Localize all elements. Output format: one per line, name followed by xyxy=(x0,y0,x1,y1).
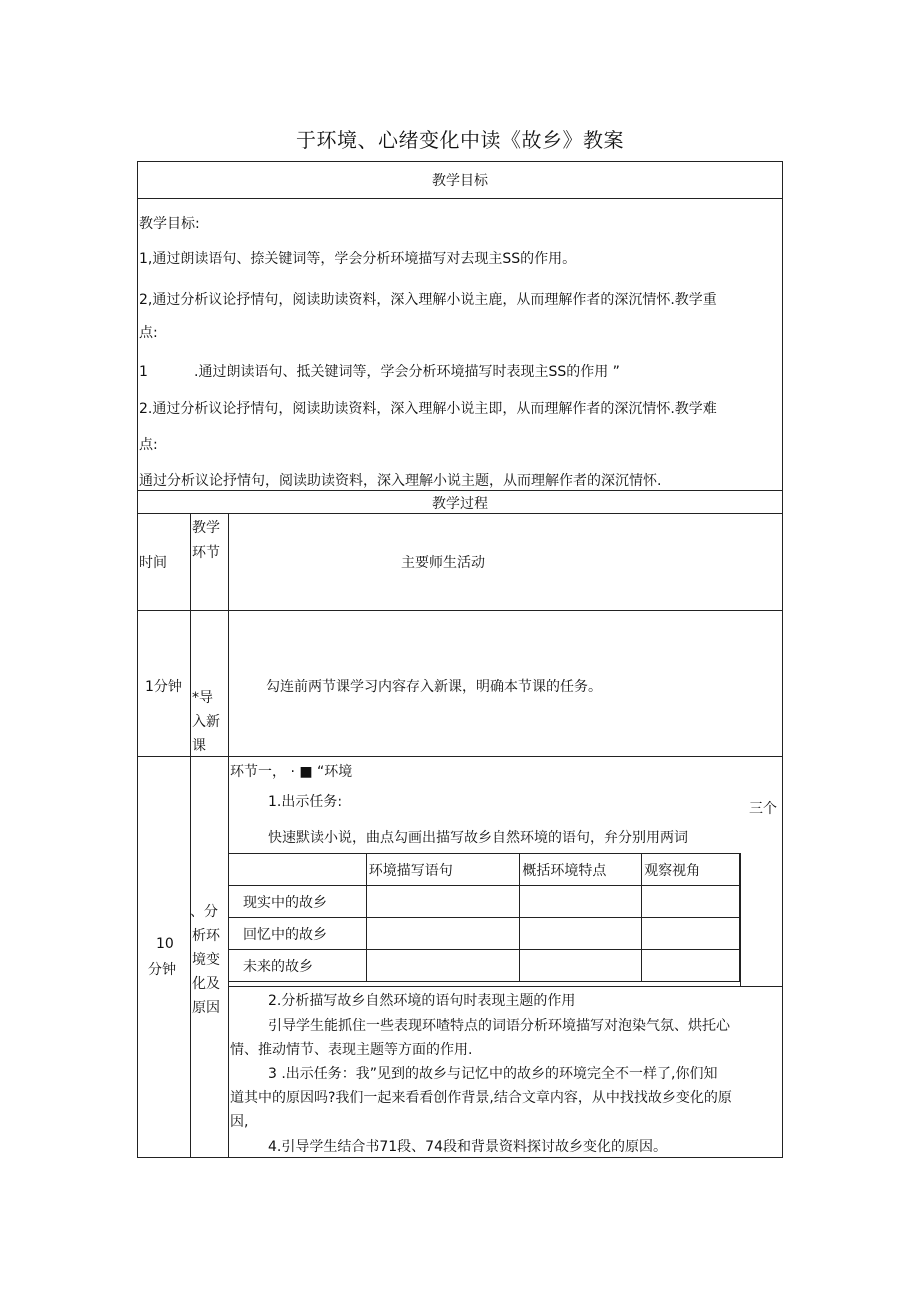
row2-stage: 析环 xyxy=(192,928,220,944)
col-header-activity: 主要师生活动 xyxy=(401,555,485,571)
table-cell[interactable] xyxy=(520,918,642,950)
goals-line: .通过朗读语句、抵关键词等，学会分析环境描写时表现主SS的作用 ” xyxy=(194,364,620,380)
task-2-description: 引导学生能抓住一些表现环喳特点的词语分析环境描写对泡染气氛、烘托心 xyxy=(268,1018,730,1034)
table-row-label: 未来的故乡 xyxy=(229,950,367,982)
col-header-stage: 环节 xyxy=(192,545,220,561)
table-row xyxy=(229,886,740,918)
document-title: 于环境、心绪变化中读《故乡》教案 xyxy=(296,128,624,152)
task-1-label: 1.出示任务: xyxy=(268,794,343,810)
row1-time: 1分钟 xyxy=(145,679,182,695)
goals-line: 2.通过分析议论抒情句，阅读助读资料，深入理解小说主即，从而理解作者的深沉情怀.教学难 xyxy=(139,401,717,417)
table-row xyxy=(229,918,740,950)
environment-table xyxy=(228,853,740,982)
row2-stage: 、分 xyxy=(190,904,218,920)
goals-line: 点: xyxy=(139,437,158,453)
table-header-cell: 环境描写语句 xyxy=(366,854,520,886)
col-header-stage: 教学 xyxy=(192,520,220,536)
section-heading: 环节一， · ■ “环境 xyxy=(230,764,353,780)
table-cell[interactable] xyxy=(642,950,740,982)
table-cell[interactable] xyxy=(520,950,642,982)
table-cell[interactable] xyxy=(642,886,740,918)
row2-time: 分钟 xyxy=(148,962,176,978)
row2-stage: 化及 xyxy=(192,976,220,992)
table-cell[interactable] xyxy=(642,918,740,950)
task-4-text: 4.引导学生结合书71段、74段和背景资料探讨故乡变化的原因。 xyxy=(268,1139,667,1155)
table-cell[interactable] xyxy=(366,886,520,918)
table-cell[interactable] xyxy=(366,918,520,950)
goals-line: 教学目标: xyxy=(139,216,200,232)
goals-line: 通过分析议论抒情句，阅读助读资料，深入理解小说主题，从而理解作者的深沉情怀. xyxy=(139,473,662,489)
table-header-cell: 概括环境特点 xyxy=(520,854,642,886)
goals-line: 2,通过分析议论抒情句，阅读助读资料，深入理解小说主鹿，从而理解作者的深沉情怀.教学重 xyxy=(139,292,717,308)
row1-stage: *导 xyxy=(192,690,213,706)
task-3-text: 道其中的原因吗?我们一起来看看创作背景,结合文章内容，从中找找故乡变化的原 xyxy=(230,1090,732,1106)
row2-stage: 境变 xyxy=(192,952,220,968)
task-3-text: 因, xyxy=(230,1114,249,1130)
task-2-label: 2.分析描写故乡自然环境的语句时表现主题的作用 xyxy=(268,993,576,1009)
side-note: 三个 xyxy=(749,801,777,817)
row1-activity: 勾连前两节课学习内容存入新课，明确本节课的任务。 xyxy=(266,679,602,695)
goals-line: 点: xyxy=(139,325,158,341)
process-header: 教学过程 xyxy=(432,496,488,512)
goals-line: 1,通过朗读语句、捺关键词等，学会分析环境描写对去现主SS的作用。 xyxy=(139,251,577,267)
task-2-description: 情、推动情节、表现主题等方面的作用. xyxy=(230,1042,473,1058)
table-header-cell: 观察视角 xyxy=(642,854,740,886)
table-row-label: 现实中的故乡 xyxy=(229,886,367,918)
table-row xyxy=(229,950,740,982)
table-row-label: 回忆中的故乡 xyxy=(229,918,367,950)
goals-box xyxy=(137,161,783,491)
row2-stage: 原因 xyxy=(192,1000,220,1016)
goals-line: 1 xyxy=(139,364,148,380)
task-3-text: 3 .出示任务：我”见到的故乡与记忆中的故乡的环境完全不一样了,你们知 xyxy=(268,1066,718,1082)
goals-header: 教学目标 xyxy=(432,173,488,189)
table-cell[interactable] xyxy=(366,950,520,982)
row2-time: 10 xyxy=(156,936,174,952)
row1-stage: 入新 xyxy=(192,714,220,730)
task-1-description: 快速默读小说，曲点勾画出描写故乡自然环境的语句，弁分别用两词 xyxy=(268,830,688,846)
row1-stage: 课 xyxy=(192,738,206,754)
table-cell[interactable] xyxy=(520,886,642,918)
col-header-time: 时间 xyxy=(139,555,167,571)
table-header-row xyxy=(229,854,740,886)
table-header-cell xyxy=(229,854,367,886)
